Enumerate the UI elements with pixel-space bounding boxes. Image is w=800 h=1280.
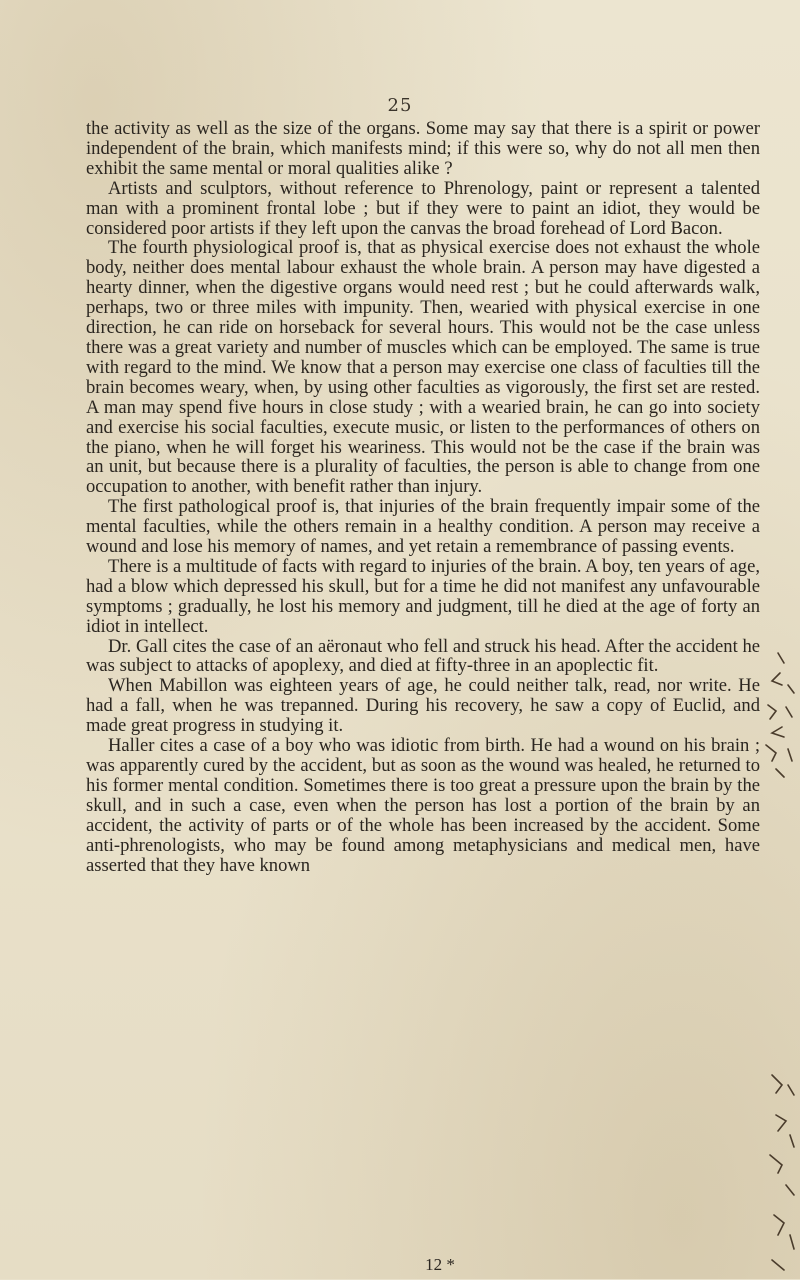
paragraph: When Mabillon was eighteen years of age, he could neither talk, read, nor write. He had a fall, when he was trepanned. During his recovery, he saw a copy of Euclid, and made great progress in studying it.: [86, 675, 760, 737]
signature-mark: 12 *: [425, 1255, 455, 1274]
paragraph: Haller cites a case of a boy who was idiotic from birth. He had a wound on his brain ; was apparently cured by the accident, but as soon as the wound was healed, he returned to his former mental condition. Sometimes there is too great a pressure upon the brain by the skull, and in such a case, even when the person has lost a portion of the brain by an accident, the activity of parts or of the whole has been increased by the accident. Some anti-phrenologists, who may be found among metaphysicians and medical men, have asserted that they have known: [86, 735, 760, 876]
paragraph: the activity as well as the size of the organs. Some may say that there is a spirit or power independent of the brain, which manifests mind; if this were so, why do not all men then exhibit the same mental or moral qualities alike ?: [86, 118, 760, 179]
paragraph: Artists and sculptors, without reference to Phrenology, paint or represent a talented man with a prominent frontal lobe ; but if they were to paint an idiot, they would be considered poor artists if they left upon the canvas the broad forehead of Lord Bacon.: [86, 177, 760, 239]
paragraph: The fourth physiological proof is, that as physical exercise does not exhaust the whole body, neither does mental labour exhaust the whole brain. A person may have digested a hearty dinner, when the digestive organs would need rest ; but he could afterwards walk, perhaps, two or three miles with impunity. Then, wearied with physical exercise in one direction, he can ride on horseback for several hours. This would not be the case unless there was a great variety and number of muscles which can be employed. The same is true with regard to the mind. We know that a person may exercise one class of faculties till the brain becomes weary, when, by using other faculties as vigorously, the first set are rested. A man may spend five hours in close study ; with a wearied brain, he can go into society and exercise his social faculties, execute music, or listen to the performances of others on the piano, when he will forget his weariness. This would not be the case if the brain was an unit, but because there is a plurality of faculties, the person is able to change from one occupation to another, with benefit rather than injury.: [86, 237, 760, 498]
body-text: [86, 119, 760, 875]
paragraph: Dr. Gall cites the case of an aëronaut who fell and struck his head. After the accident he was subject to attacks of apoplexy, and died at fifty-three in an apoplectic fit.: [86, 635, 760, 677]
page-number: 25: [387, 95, 413, 116]
margin-scribble-icon: [758, 645, 798, 785]
paragraph: The first pathological proof is, that injuries of the brain frequently impair some of the mental faculties, while the others remain in a healthy condition. A person may receive a wound and lose his memory of names, and yet retain a remembrance of passing events.: [86, 496, 760, 558]
paragraph: There is a multitude of facts with regard to injuries of the brain. A boy, ten years of age, had a blow which depressed his skull, but for a time he did not manifest any unfavourable symptoms ; gradually, he lost his memory and judgment, till he died at the age of forty an idiot in intellect.: [86, 555, 760, 637]
margin-scribble-icon: [760, 1045, 800, 1280]
